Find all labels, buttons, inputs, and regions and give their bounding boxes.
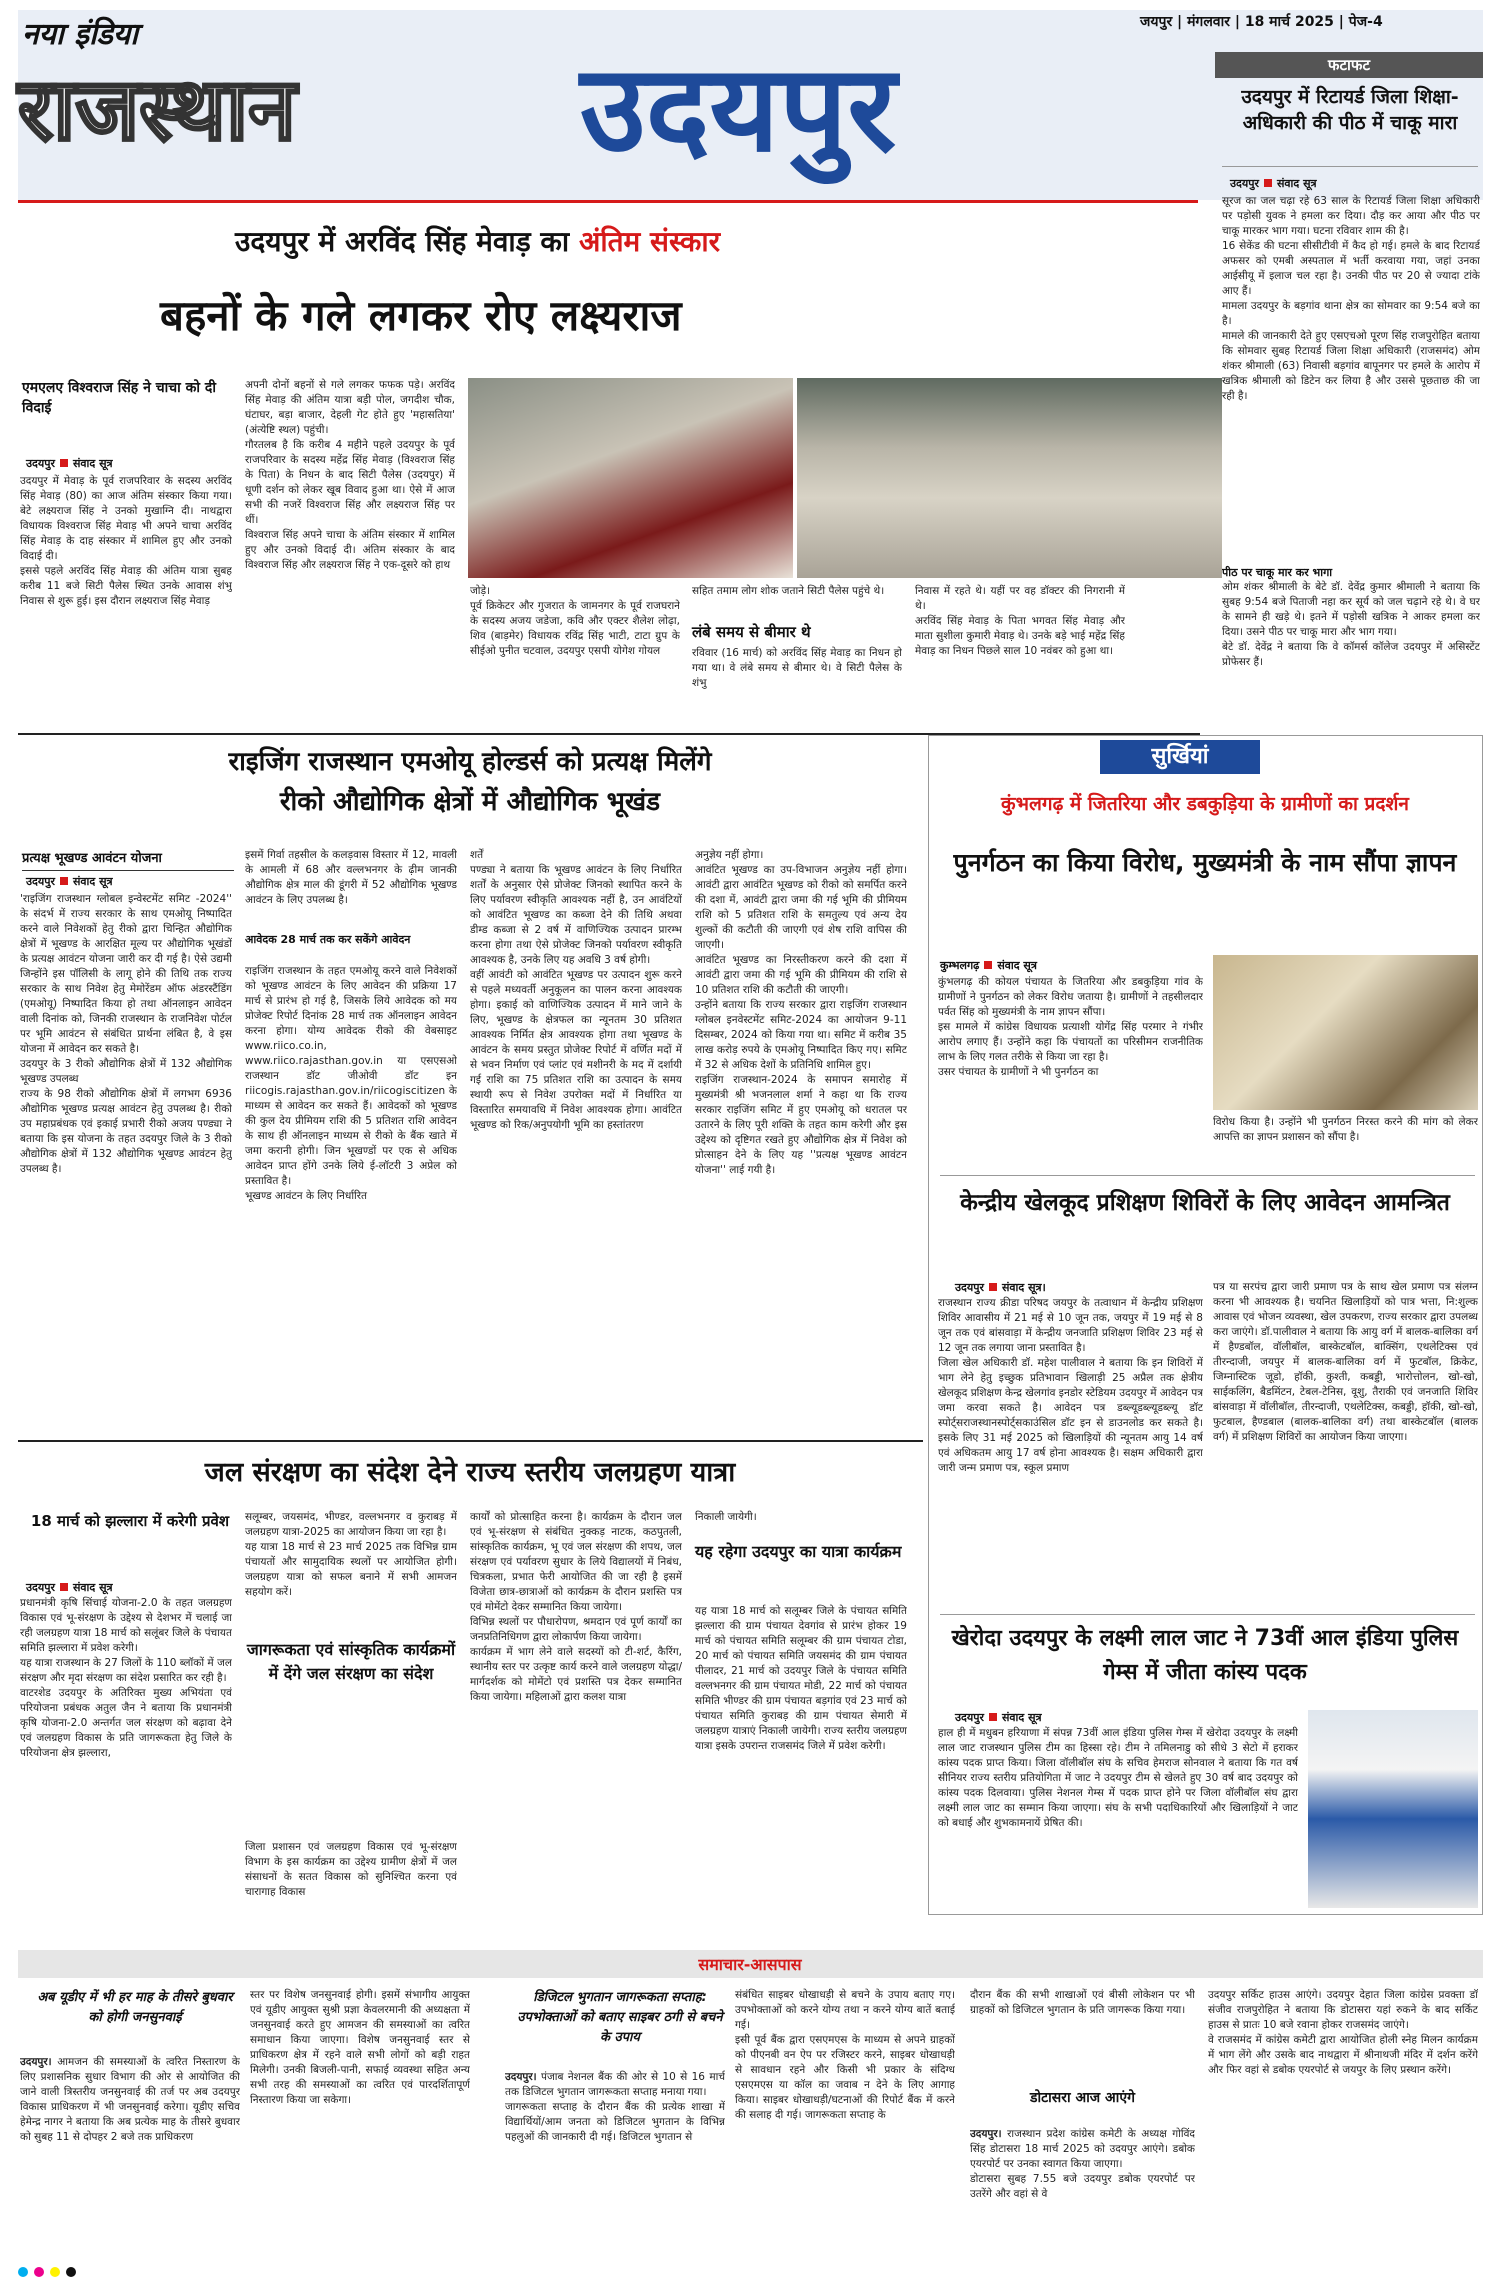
kheroda-byline — [955, 1710, 1042, 1725]
khelkud-divider — [940, 1614, 1475, 1615]
lead-side-title: एमएलए विश्वराज सिंह ने चाचा को दी विदाई — [22, 380, 216, 416]
surkhiyan-divider — [940, 1175, 1475, 1176]
khelkud-col2: पत्र या सरपंच द्वारा जारी प्रमाण पत्र के साथ खेल प्रमाण पत्र संलग्न करना भी आवश्यक है। चयनित खिलाड़ियों को पात्र भत्ता, नि:शुल्क आवास एवं भोजन व्यवस्था, खेल उपकरण, राज्य सरकार द्वारा उपलब्ध करा जाएंगे। डॉ.पालीवाल ने बताया कि आयु वर्ग में बालक-बालिका वर्ग में हैण्डबॉल, वॉलीबॉल, बास्केटबॉल, बाक्सिंग, एथलेटिक्स एवं तीरन्दाजी, जयपुर में बालक-बालिका वर्ग में फुटबॉल, क्रिकेट, जिम्नास्टिक जूडो, हॉकी, कुश्ती, कबड्डी, भारोत्तोलन, खो-खो, साईकलिंग, बैडमिंटन, टेबल-टेनिस, वूशु, तैराकी एवं जनजाति शिविर बांसवाड़ा में वॉलीबॉल, तीरन्दाजी, एथलेटिक्स, कबड्डी, हॉकी, खो-खो, फुटबाल, हैण्डबाल (बालक-बालिका वर्ग) तथा बास्केटबॉल (बालक वर्ग) में प्रशिक्षण शिविरों का आयोजन किया जाएगा। — [1213, 1281, 1478, 1443]
surkhiyan-kicker: कुंभलगढ़ में जितरिया और डबकुड़िया के ग्रामीणों का प्रदर्शन — [1001, 793, 1409, 815]
jal-col2b: जिला प्रशासन एवं जलग्रहण विकास एवं भू-संरक्षण विभाग के इस कार्यक्रम का उद्देश्य ग्रामीण क्षेत्रों में जल संसाधनों के सतत विकास को सुनिश्चित करना एवं चारागाह विकास — [245, 1841, 457, 1898]
riico-col2: इसमें गिर्वा तहसील के कलड़वास विस्तार में 12, मावली के आमली में 68 और वल्लभनगर के ढ़ीम जानकी औद्योगिक क्षेत्र माल की डूंगरी में 52 औद्योगिक भूखण्ड आवंटन के लिए उपलब्ध है। — [245, 849, 457, 906]
lead-kicker — [235, 222, 720, 260]
aaspaas-story2-text: पंजाब नेशनल बैंक की ओर से 10 से 16 मार्च तक डिजिटल भुगतान जागरूकता सप्ताह मनाया गया। जागरूकता सप्ताह के दौरान बैंक की प्रत्येक शाखा में विद्यार्थियों/आम जनता को डिजिटल भुगतान के विभिन्न पहलुओं की जानकारी दी गई। डिजिटल भुगतान से — [505, 2071, 725, 2143]
surkhiyan-byline-city: कुम्भलगढ़ — [940, 959, 980, 972]
registration-strip — [18, 2262, 1483, 2278]
aaspaas-story2-byline: उदयपुर। — [505, 2071, 537, 2083]
riico-byline — [26, 874, 113, 889]
aaspaas-story1-title: अब यूडीए में भी हर माह के तीसरे बुधवार को होगी जनसुनवाई — [37, 1990, 233, 2025]
riico-col2b: राइजिंग राजस्थान के तहत एमओयू करने वाले निवेशकों को भूखण्ड आवंटन के लिए आवेदन की प्रक्रिया 17 मार्च से प्रारंभ हो गई है, जिसके लिये आवेदक को मय प्रोजेक्ट रिपोर्ट दिनांक 28 मार्च तक ऑनलाइन आवेदन करना होगा। योग्य आवेदक रीको की वेबसाइट www.riico.co.in, www.riico.rajasthan.gov.in या एसएसओ राजस्थान डॉट जीओवी डॉट इन riicogis.rajasthan.gov.in/riicogiscitizen के माध्यम से आवेदन कर सकते हैं। आवेदकों को भूखण्ड की कुल देय प्रीमियम राशि की 5 प्रतिशत राशि आवेदन के साथ ही ऑनलाइन माध्यम से रीको के बैंक खाते में जमा करानी होगी। जिन भूखण्डों पर एक से अधिक आवेदन प्राप्त होंगे उनके लिये ई-लॉटरी 3 अप्रेल को प्रस्तावित है। भूखण्ड आवंटन के लिए निर्धारित — [245, 965, 457, 1202]
lead-byline-city: उदयपुर — [26, 457, 55, 470]
aaspaas-story1-col2: स्तर पर विशेष जनसुनवाई होगी। इसमें संभागीय आयुक्त एवं यूडीए आयुक्त सुश्री प्रज्ञा केवलरमानी की अध्यक्षता में जनसुनवाई करते हुए आमजन की समस्याओं का त्वरित समाधान किया जाएगा। विशेष जनसुनवाई स्तर से प्राधिकरण क्षेत्र में रहने वाले सभी लोगों को बड़ी राहत मिलेगी। उनकी बिजली-पानी, सफाई व्यवस्था सहित अन्य सभी तरह की समस्याओं का त्वरित एवं पारदर्शितापूर्ण निस्तारण किया जा सकेगा। — [250, 1989, 470, 2106]
lead-byline-src: संवाद सूत्र — [73, 457, 113, 470]
kheroda-col1: हाल ही में मधुबन हरियाणा में संपन्न 73वीं आल इंडिया पुलिस गेम्स में खेरोदा उदयपुर के लक्ष्मी लाल जाट राजस्थान पुलिस टीम का हिस्सा रहे। टीम ने तमिलनाडु को सीधे 3 सेटो में हराकर कांस्य पदक प्राप्त किया। जिला वॉलीबॉल संघ के सचिव हेमराज सोनवाल ने बताया कि गत वर्ष सीनियर राज्य स्तरीय प्रतियोगिता में जाट ने उदयपुर टीम से खेलते हुए 30 वर्ष बाद उदयपुर को कांस्य पदक दिलवाया। पुलिस नेशनल गेम्स में पदक प्राप्त होने पर जिला वॉलीबॉल संघ द्वारा लक्ष्मी लाल जाट का सम्मान किया जाएगा। संघ के सभी पदाधिकारियों और खिलाड़ियों ने जाट को बधाई और शुभकामनायें प्रेषित की। — [938, 1727, 1298, 1829]
fatafat-byline-src: संवाद सूत्र — [1277, 177, 1317, 190]
fatafat-byline — [1230, 176, 1317, 191]
jal-headline: जल संरक्षण का संदेश देने राज्य स्तरीय जलग्रहण यात्रा — [204, 1457, 736, 1488]
fatafat-body: सूरज का जल चढ़ा रहे 63 साल के रिटायर्ड जिला शिक्षा अधिकारी पर पड़ोसी युवक ने हमला कर दिया। दौड़ कर आया और पीठ पर चाकू मारकर भाग गया। घटना रविवार शाम की है। 16 सेकेंड की घटना सीसीटीवी में कैद हो गई। हमले के बाद रिटायर्ड अफसर को एमबी अस्पताल में भर्ती करवाया गया, जहां उनका आईसीयू में इलाज चल रहा है। उनकी पीठ पर 20 से ज्यादा टांके आए हैं। मामला उदयपुर के बड़गांव थाना क्षेत्र का सोमवार का 9:54 बजे का है। मामले की जानकारी देते हुए एसएचओ पूरण सिंह राजपुरोहित बताया कि सोमवार सुबह रिटायर्ड जिला शिक्षा अधिकारी (राजसमंद) ओम शंकर श्रीमाली (63) निवासी बड़गांव बापूनगर पर हमले के आरोप में खत्रिक श्रीमाली को डिटेन कर लिया है और उससे पूछताछ की जा रही है। — [1222, 195, 1480, 402]
jal-col3: कार्यों को प्रोत्साहित करना है। कार्यक्रम के दौरान जल एवं भू-संरक्षण से संबंधित नुक्कड़ नाटक, कठपुतली, सांस्कृतिक कार्यक्रम, भू एवं जल संरक्षण की शपथ, जल संरक्षण एवं पर्यावरण सुधार के लिये विद्यालयों में निबंध, चित्रकला, प्रभात फेरी आयोजित की जा रही है इसमें विजेता छात्र-छात्राओं को कार्यक्रम के दौरान प्रशस्ति पत्र एवं मोमेंटो देकर सम्मानित किया जायेगा। विभिन्न स्थलों पर पौधारोपण, श्रमदान एवं पूर्ण कार्यों का जनप्रतिनिधिगण द्वारा लोकार्पण किया जायेगा। कार्यक्रम में भाग लेने वाले सदस्यों को टी-शर्ट, कैरिंग, स्थानीय स्तर पर उत्कृष्ट कार्य करने वाले जलग्रहण योद्धा/मार्गदर्शक को मोमेंटो एवं प्रशस्ति पत्र देकर सम्मानित किया जायेगा। महिलाओं द्वारा कलश यात्रा — [470, 1511, 682, 1703]
riico-byline-src: संवाद सूत्र — [73, 875, 113, 888]
masthead-rule — [18, 200, 1198, 203]
fatafat-headline: उदयपुर में रिटायर्ड जिला शिक्षा-अधिकारी की पीठ में चाकू मारा — [1241, 86, 1459, 134]
jal-col1: प्रधानमंत्री कृषि सिंचाई योजना-2.0 के तहत जलग्रहण विकास एवं भू-संरक्षण के उद्देश्य से देशभर में चलाई जा रही जलग्रहण यात्रा 18 मार्च को सलूंबर जिले के पंचायत समिति झल्लारा में प्रवेश करेगी। यह यात्रा राजस्थान के 27 जिलों के 110 ब्लॉकों में जल संरक्षण और मृदा संरक्षण का संदेश प्रसारित कर रही है। वाटरशेड उदयपुर के अतिरिक्त मुख्य अभियंता एवं परियोजना प्रबंधक अतुल जैन ने बताया कि प्रधानमंत्री कृषि योजना-2.0 अन्तर्गत जल संरक्षण को बढ़ावा देने एवं जलग्रहण विकास के प्रति जागरूकता हेतु जिले के परियोजना क्षेत्र झल्लारा, — [20, 1597, 232, 1759]
lead-col3: जोड़े। पूर्व क्रिकेटर और गुजरात के जामनगर के पूर्व राजघराने के सदस्य अजय जडेजा, कवि और एक्टर शैलेश लोढ़ा, शिव (बाड़मेर) विधायक रविंद्र सिंह भाटी, टाटा ग्रुप के सीईओ पुनीत चटवाल, उदयपुर एसपी योगेश गोयल — [470, 585, 680, 657]
aaspaas-story3-col2: उदयपुर सर्किट हाउस आएंगे। उदयपुर देहात जिला कांग्रेस प्रवक्ता डॉ संजीव राजपुरोहित ने बताया कि डोटासरा यहां रुकने के बाद सर्किट हाउस से प्रातः 10 बजे रवाना होकर राजसमंद जाएंगे। वे राजसमंद में कांग्रेस कमेटी द्वारा आयोजित होली स्नेह मिलन कार्यक्रम में भाग लेंगे और उसके बाद नाथद्वारा में श्रीनाथजी मंदिर में दर्शन करेंगे और फिर वहां से डबोक एयरपोर्ट से जयपुर के लिए प्रस्थान करेंगे। — [1208, 1989, 1478, 2076]
lead-col4: सहित तमाम लोग शोक जताने सिटी पैलेस पहुंचे थे। — [692, 585, 885, 597]
jal-side-title: 18 मार्च को झल्लारा में करेगी प्रवेश — [30, 1512, 230, 1530]
kheroda-headline: खेरोदा उदयपुर के लक्ष्मी लाल जाट ने 73वीं आल इंडिया पुलिस गेम्स में जीता कांस्य पदक — [951, 1626, 1459, 1685]
lead-col4b: रविवार (16 मार्च) को अरविंद सिंह मेवाड़ का निधन हो गया था। वे लंबे समय से बीमार थे। वे सिटी पैलेस के शंभु — [692, 647, 902, 689]
riico-byline-city: उदयपुर — [26, 875, 55, 888]
lead-col4-subhead: लंबे समय से बीमार थे — [692, 623, 811, 641]
surkhiyan-byline-src: संवाद सूत्र — [997, 959, 1037, 972]
jal-col2-subhead: जागरूकता एवं सांस्कृतिक कार्यक्रमों में देंगे जल संरक्षण का संदेश — [246, 1640, 456, 1683]
khelkud-byline-src: संवाद सूत्र। — [1002, 1281, 1046, 1294]
masthead-city: उदयपुर — [580, 40, 897, 179]
riico-col4: अनुज्ञेय नहीं होगा। आवंटित भूखण्ड का उप-विभाजन अनुज्ञेय नहीं होगा। आवंटी द्वारा आवंटित भूखण्ड को रीको को समर्पित करने की दशा में, आवंटी द्वारा जमा की गई भूमि की प्रीमियम राशि को 5 प्रतिशत राशि के समतुल्य एवं अन्य देय शुल्कों की कटौती की जाएगी एवं शेष राशि वापिस की जाएगी। आवंटित भूखण्ड का निरस्तीकरण करने की दशा में आवंटी द्वारा जमा की गई भूमि की प्रीमियम की राशि से 10 प्रतिशत राशि की कटौती की जाएगी। उन्होंने बताया कि राज्य सरकार द्वारा राइजिंग राजस्थान ग्लोबल इनवेस्टमेंट समिट-2024 का आयोजन 9-11 दिसम्बर, 2024 को किया गया था। समिट में करीब 35 लाख करोड़ रुपये के एमओयू निष्पादित किए गए। समिट में 32 से अधिक देशों के प्रतिनिधि शामिल हुए। राइजिंग राजस्थान-2024 के समापन समारोह में मुख्यमंत्री श्री भजनलाल शर्मा ने कहा था कि राज्य सरकार राइजिंग समिट में हुए एमओयू को धरातल पर उतारने के लिए पूरी शक्ति के तहत काम करेगी और इस उद्देश्य को दृष्टिगत रखते हुए औद्योगिक क्षेत्र में निवेश को प्रोत्साहन देने के लिए यह ''प्रत्यक्ष भूखण्ड आवंटन योजना'' लाई गयी है। — [695, 849, 907, 1176]
jal-byline-src: संवाद सूत्र — [73, 1581, 113, 1594]
riico-rule — [18, 1440, 923, 1442]
jal-col2: सलूम्बर, जयसमंद, भीण्डर, वल्लभनगर व कुराबड़ में जलग्रहण यात्रा-2025 का आयोजन किया जा रहा है। यह यात्रा 18 मार्च से 23 मार्च 2025 तक विभिन्न ग्राम पंचायतों और सामुदायिक स्थलों पर आयोजित होगी। जलग्रहण यात्रा को सफल बनाने में सभी आमजन सहयोग करें। — [245, 1511, 457, 1598]
lead-kicker-text: उदयपुर में अरविंद सिंह मेवाड़ का — [235, 225, 570, 258]
aaspaas-label: समाचार-आसपास — [698, 1955, 802, 1974]
aaspaas-story2-col2: संबंधित साइबर धोखाधड़ी से बचने के उपाय बताए गए। उपभोक्ताओं को करने योग्य तथा न करने योग्य बातें बताई गई। इसी पूर्व बैंक द्वारा एसएमएस के माध्यम से अपने ग्राहकों को पीएनबी वन ऐप पर रजिस्टर करने, साइबर धोखाधड़ी से सावधान रहने और किसी भी प्रकार के संदिग्ध एसएमएस या कॉल का जवाब न देने के लिए आगाह किया। साइबर धोखाधड़ी/घटनाओं की रिपोर्ट बैंक में करने की सलाह दी गई। जागरूकता सप्ताह के — [735, 1989, 955, 2121]
aaspaas-story3-text: राजस्थान प्रदेश कांग्रेस कमेटी के अध्यक्ष गोविंद सिंह डोटासरा 18 मार्च 2025 को उदयपुर आएंगे। डबोक एयरपोर्ट पर उनका स्वागत किया जाएगा। डोटासरा सुबह 7.55 बजे उदयपुर डबोक एयरपोर्ट पर उतरेंगे और वहां से वे — [970, 2128, 1195, 2200]
lead-headline: बहनों के गले लगकर रोए लक्ष्यराज — [160, 291, 682, 340]
khelkud-byline-city: उदयपुर — [955, 1281, 984, 1294]
fatafat-divider — [1222, 166, 1478, 167]
kheroda-byline-city: उदयपुर — [955, 1711, 984, 1724]
jal-col4: निकाली जायेगी। — [695, 1511, 757, 1523]
fatafat-subhead: पीठ पर चाकू मार कर भागा — [1222, 566, 1333, 579]
fatafat-body2: ओम शंकर श्रीमाली के बेटे डॉ. देवेंद्र कुमार श्रीमाली ने बताया कि सुबह 9:54 बजे पिताजी नहा कर सूर्य को जल चढ़ाने रहे थे। वे घर के सामने ही खड़े थे। इतने में पड़ोसी खत्रिक ने आकर हमला कर दिया। उसने पीठ पर चाकू मारा और भाग गया। बेटे डॉ. देवेंद्र ने बताया कि वे कॉमर्स कॉलेज उदयपुर में असिस्टेंट प्रोफेसर हैं। — [1222, 581, 1480, 668]
page-number: पेज-4 — [1348, 14, 1383, 30]
aaspaas-story2-col1 — [505, 2055, 725, 2230]
lead-kicker-highlight: अंतिम संस्कार — [578, 225, 721, 258]
masthead-section: राजस्थान — [18, 60, 296, 160]
aaspaas-story1-byline: उदयपुर। — [20, 2056, 52, 2068]
protest-photo — [1213, 955, 1478, 1110]
kheroda-byline-src: संवाद सूत्र — [1002, 1711, 1042, 1724]
riico-col3: शर्तें पण्ड्या ने बताया कि भूखण्ड आवंटन के लिए निर्धारित शर्तों के अनुसार ऐसे प्रोजेक्ट जिनको स्थापित करने के लिए पर्यावरण स्वीकृति आवश्यक नहीं है, उन आवंटियों को आवंटित भूखण्ड का कब्जा देने की तिथि अथवा डीम्ड कब्जा से 2 वर्ष में वाणिज्यिक उत्पादन प्रारम्भ करना होगा तथा ऐसे प्रोजेक्ट जिनको पर्यावरण स्वीकृति आवश्यक है, उनके लिए यह अवधि 3 वर्ष होगी। वहीं आवंटी को आवंटित भूखण्ड पर उत्पादन शुरू करने से पहले मध्यवर्ती अनुकूलन का पालन करना आवश्यक होगा। इकाई को वाणिज्यिक उत्पादन में माने जाने के लिए, भूखण्ड के क्षेत्रफल का न्यूनतम 30 प्रतिशत आवश्यक निर्मित क्षेत्र आवश्यक होगा तथा भूखण्ड के आवंटन के समय प्रस्तुत प्रोजेक्ट रिपोर्ट में वर्णित मदों में से भवन निर्माण एवं प्लांट एवं मशीनरी के मद में दर्शायी गई राशि का 75 प्रतिशत राशि का उत्पादन के समय स्थायी रूप से निवेश उपरोक्त मदों में निर्धारित या विस्तारित समयावधि में निवेश आवश्यक होगा। आवंटित भूखण्ड को रिक/अनुपयोगी भूमि का हस्तांतरण — [470, 849, 682, 1131]
aaspaas-story3-byline: उदयपुर। — [970, 2128, 1002, 2140]
khelkud-col1: राजस्थान राज्य क्रीडा परिषद जयपुर के तत्वाधान में केन्द्रीय प्रशिक्षण शिविर आवासीय में 21 मई से 10 जून तक, जयपुर में 19 मई से 8 जून तक एवं बांसवाड़ा में केन्द्रीय जनजाति प्रशिक्षण शिविर 23 मई से 12 जून तक लगाया जाना प्रस्तावित है। जिला खेल अधिकारी डॉ. महेश पालीवाल ने बताया कि इन शिविरों में भाग लेने हेतु इच्छुक प्रतिभावान खिलाड़ी 25 अप्रैल तक क्षेत्रीय खेलकूद प्रशिक्षण केन्द्र खेलगांव इनडोर स्टेडियम उदयपुर में आवेदन पत्र जमा करवा सकते है। आवेदन पत्र डब्ल्यूडब्ल्यूडब्ल्यू डॉट स्पोर्ट्सराजस्थानस्पोर्ट्सकाउंसिल डॉट इन से डाउनलोड कर सकते है। इसके लिए 31 मई 2025 को खिलाड़ियों की न्यूनतम आयु 14 वर्ष एवं अधिकतम आयु 17 वर्ष होना आवश्यक है। सक्षम अधिकारी द्वारा जारी जन्म प्रमाण पत्र, स्कूल प्रमाण — [938, 1297, 1203, 1474]
surkhiyan-col1: कुंभलगढ़ की कोयल पंचायत के जितरिया और डबकुड़िया गांव के ग्रामीणों ने पुनर्गठन को लेकर विरोध जताया है। ग्रामीणों ने तहसीलदार पर्वत सिंह को मुख्यमंत्री के नाम ज्ञापन सौंपा। इस मामले में कांग्रेस विधायक प्रत्याशी योगेंद्र सिंह परमार ने गंभीर आरोप लगाए हैं। उन्होंने कहा कि पंचायतों का परिसीमन राजनीतिक लाभ के लिए गलत तरीके से किया जा रहा है। उसर पंचायत के ग्रामीणों ने भी पुनर्गठन का — [938, 976, 1203, 1078]
lead-col2: अपनी दोनों बहनों से गले लगकर फफक पड़े। अरविंद सिंह मेवाड़ की अंतिम यात्रा बड़ी पोल, जगदीश चौक, घंटाघर, बड़ा बाजार, देहली गेट होते हुए 'महासतिया' (अंत्येष्टि स्थल) पहुंची। गौरतलब है कि करीब 4 महीने पहले उदयपुर के पूर्व राजपरिवार के सदस्य महेंद्र सिंह मेवाड़ (विश्वराज सिंह के पिता) के निधन के बाद सिटी पैलेस (उदयपुर) में धूणी दर्शन को लेकर खूब विवाद हुआ था। ऐसे में आज सभी की नजरें विश्वराज सिंह और लक्ष्यराज सिंह पर थीं। विश्वराज सिंह अपने चाचा के अंतिम संस्कार में शामिल हुए और उनको विदाई दी। अंतिम संस्कार के बाद विश्वराज सिंह और लक्ष्यराज सिंह ने एक-दूसरे को हाथ — [245, 379, 455, 571]
lead-byline — [26, 456, 113, 471]
funeral-photo-2 — [797, 378, 1222, 578]
riico-col2-subhead: आवेदक 28 मार्च तक कर सकेंगे आवेदन — [245, 933, 411, 946]
fatafat-label: फटाफट — [1215, 52, 1483, 78]
aaspaas-story1-col1 — [20, 2040, 240, 2230]
surkhiyan-headline: पुनर्गठन का किया विरोध, मुख्यमंत्री के नाम सौंपा ज्ञापन — [953, 848, 1457, 877]
riico-side-title: प्रत्यक्ष भूखण्ड आवंटन योजना — [22, 848, 234, 871]
riico-headline-2: रीको औद्योगिक क्षेत्रों में औद्योगिक भूखंड — [279, 787, 661, 817]
athlete-photo — [1308, 1710, 1478, 1908]
jal-byline — [26, 1580, 113, 1595]
dateline-city: जयपुर — [1140, 14, 1173, 30]
jal-byline-city: उदयपुर — [26, 1581, 55, 1594]
dateline: जयपुर | मंगलवार | 18 मार्च 2025 | पेज-4 — [1140, 14, 1383, 30]
surkhiyan-byline — [940, 958, 1037, 973]
aaspaas-story3-title: डोटासरा आज आएंगे — [1030, 2090, 1135, 2106]
jal-col4-subhead: यह रहेगा उदयपुर का यात्रा कार्यक्रम — [695, 1542, 902, 1561]
surkhiyan-label: सुर्खियां — [1100, 740, 1260, 774]
riico-col1: 'राइजिंग राजस्थान ग्लोबल इन्वेस्टमेंट समिट -2024'' के संदर्भ में राज्य सरकार के साथ एमओयू निष्पादित करने वाले निवेशकों हेतु रीको द्वारा चिन्हित औद्योगिक क्षेत्रों में भूखण्ड के आरक्षित मूल्य पर औद्योगिक भूखंडों के प्रत्यक्ष आवंटन योजना जारी कर दी गई है। ऐसे उद्यमी जिन्होंने इस पॉलिसी के लागू होने की तिथि तक राज्य सरकार के साथ निवेश हेतु मेमोरेंडम ऑफ अंडरस्टैंडिंग (एमओयू) निष्पादित किया हो तथा ऑनलाइन आवेदन वाली दिनांक को, जिनकी राजस्थान के राजनिवेश पोर्टल पर भूमि आवंटन से संबंधित प्रार्थना लंबित है, वे इस योजना में आवेदन कर सकते है। उदयपुर के 3 रीको औद्योगिक क्षेत्रों में 132 औद्योगिक भूखण्ड उपलब्ध राज्य के 98 रीको औद्योगिक क्षेत्रों में लगभग 6936 औद्योगिक भूखण्ड प्रत्यक्ष आवंटन हेतु उपलब्ध है। रीको उप महाप्रबंधक एवं इकाई प्रभारी रीको अजय पण्ड्या ने बताया कि इस योजना के तहत उदयपुर जिले के 3 रीको औद्योगिक क्षेत्रों में 132 औद्योगिक भूखण्ड आवंटन हेतु उपलब्ध है। — [20, 893, 232, 1175]
riico-headline-1: राइजिंग राजस्थान एमओयू होल्डर्स को प्रत्यक्ष मिलेंगे — [228, 747, 712, 777]
funeral-photo-1 — [468, 378, 793, 578]
khelkud-byline — [955, 1280, 1046, 1295]
khelkud-headline: केन्द्रीय खेलकूद प्रशिक्षण शिविरों के लिए आवेदन आमन्त्रित — [960, 1190, 1450, 1216]
aaspaas-story3-col1 — [970, 2112, 1195, 2230]
lead-col5: निवास में रहते थे। यहीं पर वह डॉक्टर की निगरानी में थे। अरविंद सिंह मेवाड़ के पिता भगवत सिंह मेवाड़ और माता सुशीला कुमारी मेवाड़ थे। उनके बड़े भाई महेंद्र सिंह मेवाड़ का निधन पिछले साल 10 नवंबर को हुआ था। — [915, 585, 1125, 657]
fatafat-byline-city: उदयपुर — [1230, 177, 1259, 190]
surkhiyan-col2: विरोध किया है। उन्होंने भी पुनर्गठन निरस्त करने की मांग को लेकर आपत्ति का ज्ञापन प्रशासन को सौंपा है। — [1213, 1116, 1478, 1143]
dateline-date: 18 मार्च 2025 — [1244, 14, 1334, 30]
aaspaas-story2-title: डिजिटल भुगतान जागरूकता सप्ताह: उपभोक्ताओं को बताए साइबर ठगी से बचने के उपाय — [517, 1990, 723, 2045]
lead-col1: उदयपुर में मेवाड़ के पूर्व राजपरिवार के सदस्य अरविंद सिंह मेवाड़ (80) का आज अंतिम संस्कार किया गया। बेटे लक्ष्यराज सिंह ने उनको मुखाग्नि दी। नाथद्वारा विधायक विश्वराज सिंह मेवाड़ भी अपने चाचा अरविंद सिंह मेवाड़ के दाह संस्कार में शामिल हुए और उनको विदाई दी। इससे पहले अरविंद सिंह मेवाड़ की अंतिम यात्रा सुबह करीब 11 बजे सिटी पैलेस स्थित उनके आवास शंभु निवास से शुरू हुई। इस दौरान लक्ष्यराज सिंह मेवाड़ — [20, 475, 232, 607]
jal-col4b: यह यात्रा 18 मार्च को सलूम्बर जिले के पंचायत समिति झल्लारा की ग्राम पंचायत देवगांव से प्रारंभ होकर 19 मार्च को पंचायत समिति सलूम्बर की ग्राम पंचायत टोडा, 20 मार्च को पंचायत समिति जयसमंद की ग्राम पंचायत पीलादर, 21 मार्च को उदयपुर जिले के पंचायत समिति वल्लभनगर की ग्राम पंचायत मोडी, 22 मार्च को पंचायत समिति भीण्डर की ग्राम पंचायत बड़गांव एवं 23 मार्च को पंचायत समिति कुराबड़ की ग्राम पंचायत सेमारी में जलग्रहण यात्राएं निकाली जायेगी। राज्य स्तरीय जलग्रहण यात्रा इसके उपरान्त राजसमंद जिले में प्रवेश करेगी। — [695, 1605, 907, 1752]
masthead-brand: नया इंडिया — [22, 17, 138, 52]
dateline-day: मंगलवार — [1187, 14, 1230, 30]
aaspaas-story1-text: आमजन की समस्याओं के त्वरित निस्तारण के लिए प्रशासनिक सुधार विभाग की ओर से आयोजित की जाने वाली त्रिस्तरीय जनसुनवाई की तर्ज पर अब उदयपुर विकास प्राधिकरण में भी जनसुनवाई करेगा। यूडीए सचिव हेमेन्द्र नागर ने बताया कि अब प्रत्येक माह के तीसरे बुधवार को सुबह 11 से दोपहर 2 बजे तक प्राधिकरण — [20, 2056, 240, 2143]
aaspaas-story2-col3: दौरान बैंक की सभी शाखाओं एवं बीसी लोकेशन पर भी ग्राहकों को डिजिटल भुगतान के प्रति जागरूक किया गया। — [970, 1989, 1195, 2016]
